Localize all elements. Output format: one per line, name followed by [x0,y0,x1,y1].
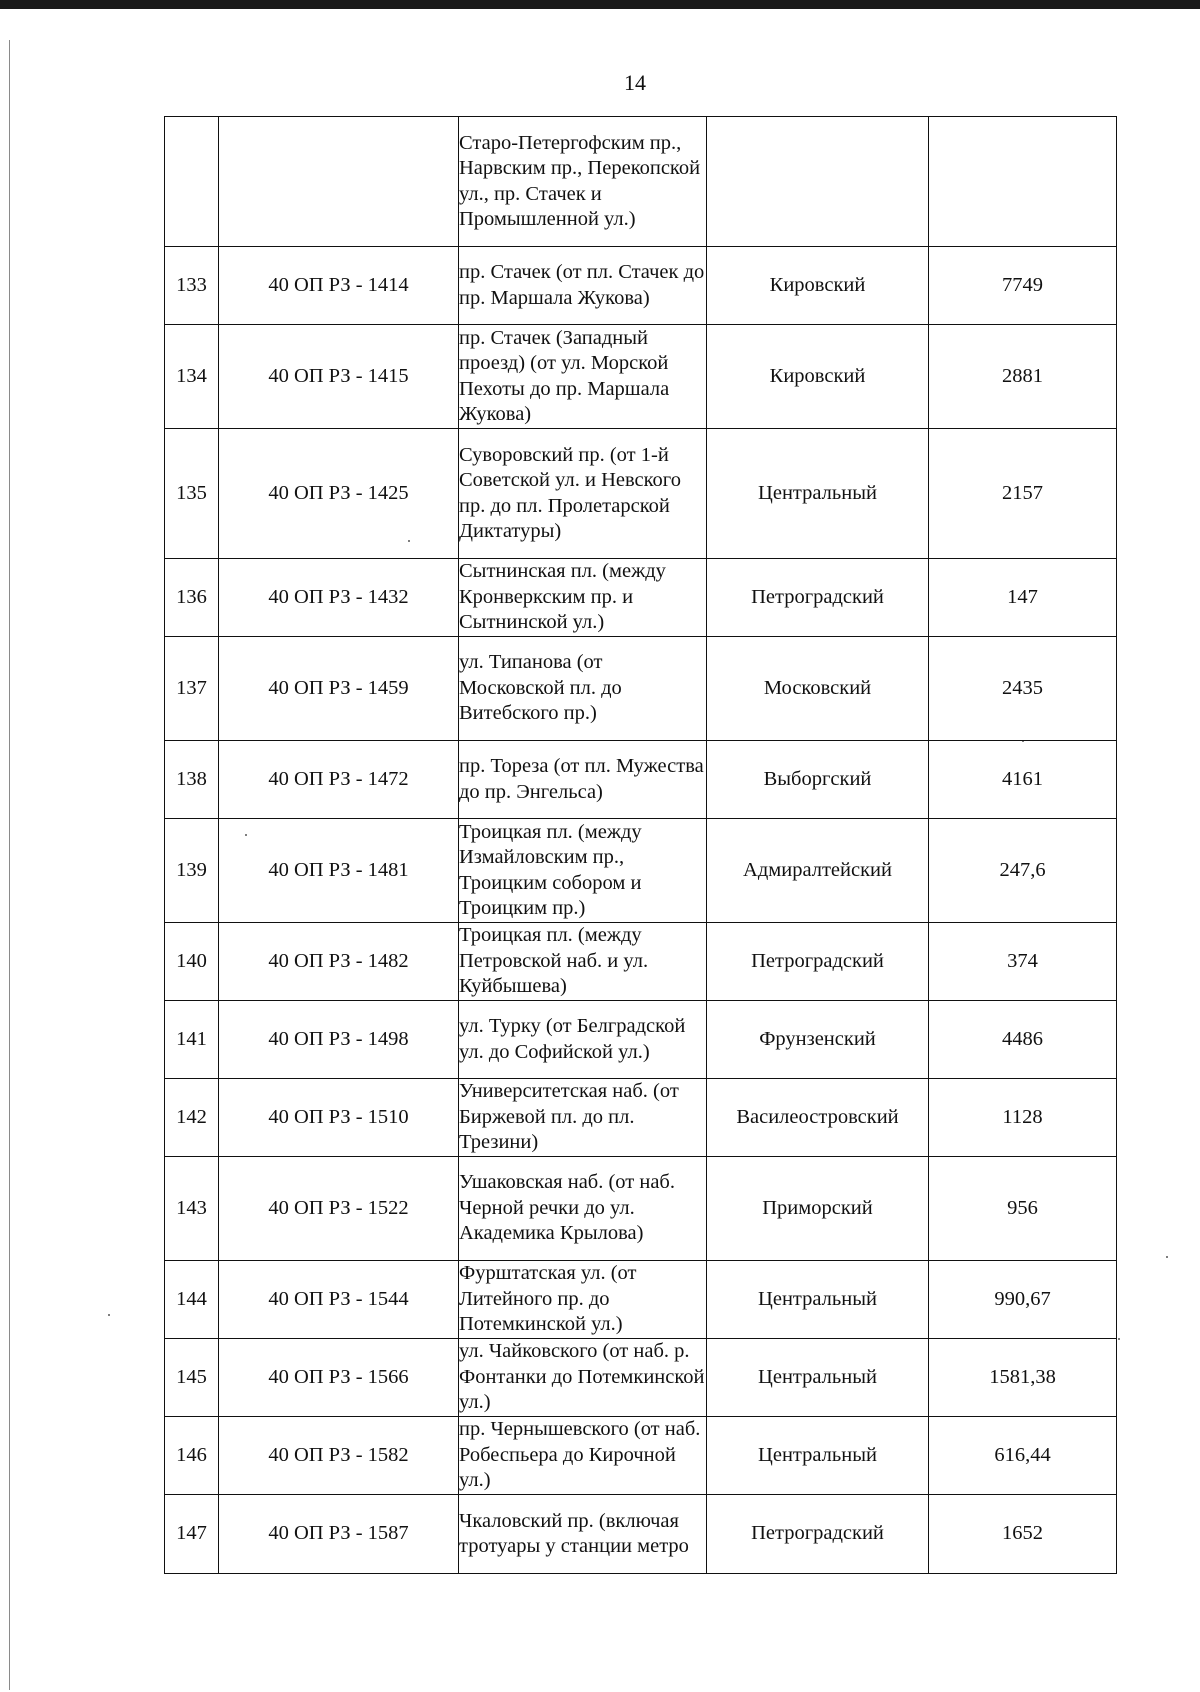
table-row [165,1001,1117,1079]
road-id-cell: 40 ОП РЗ - 1498 [219,1001,459,1079]
roads-table-body [165,117,1117,1574]
road-length-cell [929,117,1117,247]
row-number-cell: 133 [165,247,219,325]
road-id-cell: 40 ОП РЗ - 1482 [219,923,459,1001]
roads-table [164,116,1117,1574]
road-description-cell: Ушаковская наб. (от наб. Черной речки до ул. Академика Крылова) [459,1157,707,1261]
road-description-cell: Троицкая пл. (между Петровской наб. и ул. Куйбышева) [459,923,707,1001]
road-description-cell: ул. Типанова (от Московской пл. до Витебского пр.) [459,637,707,741]
road-id-cell: 40 ОП РЗ - 1459 [219,637,459,741]
table-row [165,1495,1117,1574]
table-row [165,1261,1117,1339]
district-cell: Центральный [707,1261,929,1339]
road-description-cell: Сытнинская пл. (между Кронверкским пр. и Сытнинской ул.) [459,559,707,637]
road-description-cell: пр. Чернышевского (от наб. Робеспьера до Кирочной ул.) [459,1417,707,1495]
row-number-cell: 142 [165,1079,219,1157]
road-id-cell: 40 ОП РЗ - 1481 [219,819,459,923]
row-number-cell: 147 [165,1495,219,1574]
road-length-cell: 990,67 [929,1261,1117,1339]
row-number-cell: 144 [165,1261,219,1339]
road-id-cell: 40 ОП РЗ - 1544 [219,1261,459,1339]
road-id-cell: 40 ОП РЗ - 1425 [219,429,459,559]
road-description-cell: Фурштатская ул. (от Литейного пр. до Потемкинской ул.) [459,1261,707,1339]
row-number-cell: 143 [165,1157,219,1261]
scan-speck [1166,1256,1168,1258]
district-cell: Кировский [707,247,929,325]
road-length-cell: 147 [929,559,1117,637]
district-cell: Фрунзенский [707,1001,929,1079]
road-id-cell: 40 ОП РЗ - 1432 [219,559,459,637]
table-row [165,247,1117,325]
table-row [165,325,1117,429]
table-row [165,559,1117,637]
row-number-cell: 135 [165,429,219,559]
road-length-cell: 247,6 [929,819,1117,923]
road-length-cell: 4486 [929,1001,1117,1079]
district-cell: Адмиралтейский [707,819,929,923]
district-cell: Петроградский [707,559,929,637]
district-cell: Кировский [707,325,929,429]
road-length-cell: 2881 [929,325,1117,429]
road-length-cell: 956 [929,1157,1117,1261]
road-id-cell: 40 ОП РЗ - 1587 [219,1495,459,1574]
row-number-cell: 134 [165,325,219,429]
district-cell: Приморский [707,1157,929,1261]
road-id-cell: 40 ОП РЗ - 1522 [219,1157,459,1261]
district-cell: Центральный [707,1417,929,1495]
table-row [165,1157,1117,1261]
page-number: 14 [624,70,646,95]
road-description-cell: Троицкая пл. (между Измайловским пр., Троицким собором и Троицким пр.) [459,819,707,923]
district-cell: Выборгский [707,741,929,819]
table-row [165,1079,1117,1157]
road-description-cell: пр. Тореза (от пл. Мужества до пр. Энгельса) [459,741,707,819]
table-row [165,923,1117,1001]
district-cell: Петроградский [707,1495,929,1574]
road-id-cell: 40 ОП РЗ - 1415 [219,325,459,429]
scan-speck [108,1314,110,1316]
road-description-cell: пр. Стачек (от пл. Стачек до пр. Маршала Жукова) [459,247,707,325]
scan-left-edge [9,40,10,1690]
row-number-cell: 145 [165,1339,219,1417]
row-number-cell: 137 [165,637,219,741]
road-length-cell: 7749 [929,247,1117,325]
road-length-cell: 2435 [929,637,1117,741]
road-id-cell: 40 ОП РЗ - 1414 [219,247,459,325]
road-length-cell: 1581,38 [929,1339,1117,1417]
road-length-cell: 616,44 [929,1417,1117,1495]
road-length-cell: 2157 [929,429,1117,559]
road-length-cell: 1652 [929,1495,1117,1574]
road-id-cell: 40 ОП РЗ - 1582 [219,1417,459,1495]
table-row [165,741,1117,819]
scan-speck [1118,1338,1120,1340]
road-description-cell: Чкаловский пр. (включая тротуары у станции метро [459,1495,707,1574]
road-description-cell: ул. Турку (от Белградской ул. до Софийской ул.) [459,1001,707,1079]
row-number-cell: 138 [165,741,219,819]
table-row [165,1339,1117,1417]
road-id-cell [219,117,459,247]
road-length-cell: 4161 [929,741,1117,819]
row-number-cell: 139 [165,819,219,923]
table-row [165,819,1117,923]
road-id-cell: 40 ОП РЗ - 1566 [219,1339,459,1417]
road-length-cell: 1128 [929,1079,1117,1157]
table-row [165,637,1117,741]
road-id-cell: 40 ОП РЗ - 1510 [219,1079,459,1157]
table-row [165,117,1117,247]
row-number-cell [165,117,219,247]
row-number-cell: 146 [165,1417,219,1495]
road-description-cell: Суворовский пр. (от 1-й Советской ул. и Невского пр. до пл. Пролетарской Диктатуры) [459,429,707,559]
district-cell: Василеостровский [707,1079,929,1157]
road-description-cell: ул. Чайковского (от наб. р. Фонтанки до Потемкинской ул.) [459,1339,707,1417]
table-row [165,429,1117,559]
road-description-cell: Старо-Петергофским пр., Нарвским пр., Перекопской ул., пр. Стачек и Промышленной ул.) [459,117,707,247]
district-cell: Московский [707,637,929,741]
district-cell [707,117,929,247]
road-description-cell: Университетская наб. (от Биржевой пл. до пл. Трезини) [459,1079,707,1157]
district-cell: Петроградский [707,923,929,1001]
scan-top-border [0,0,1200,9]
road-length-cell: 374 [929,923,1117,1001]
district-cell: Центральный [707,1339,929,1417]
row-number-cell: 140 [165,923,219,1001]
row-number-cell: 141 [165,1001,219,1079]
row-number-cell: 136 [165,559,219,637]
road-id-cell: 40 ОП РЗ - 1472 [219,741,459,819]
road-description-cell: пр. Стачек (Западный проезд) (от ул. Морской Пехоты до пр. Маршала Жукова) [459,325,707,429]
table-row [165,1417,1117,1495]
district-cell: Центральный [707,429,929,559]
